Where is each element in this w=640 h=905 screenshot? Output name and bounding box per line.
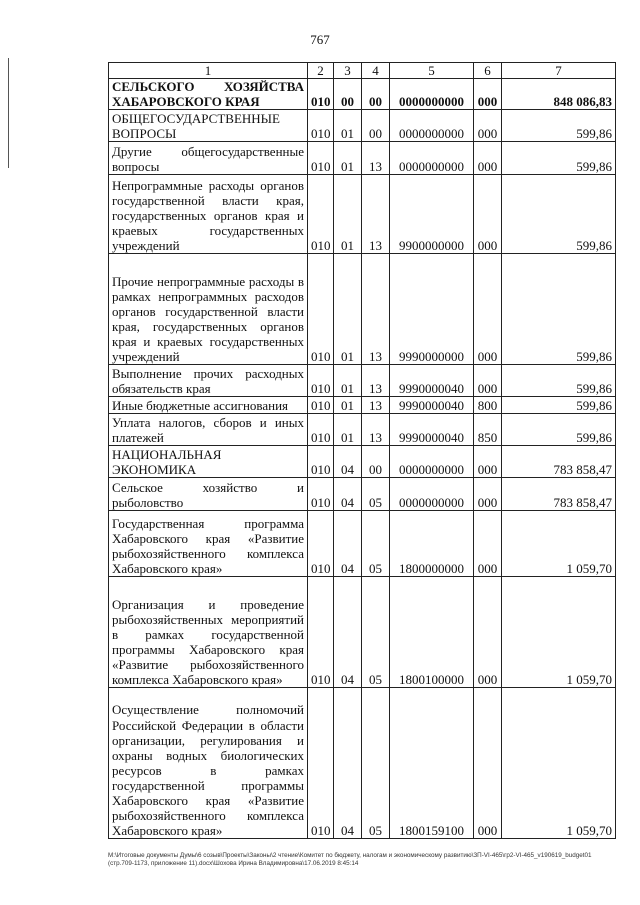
section-cell: 04	[334, 446, 362, 478]
target-article-cell: 0000000000	[390, 110, 474, 142]
table-row	[109, 577, 616, 688]
row-name-cell: СЕЛЬСКОГО ХОЗЯЙСТВА ХАБАРОВСКОГО КРАЯ	[109, 79, 308, 110]
section-cell: 01	[334, 397, 362, 414]
expense-type-cell: 000	[474, 577, 502, 688]
target-article-cell: 0000000000	[390, 478, 474, 511]
amount-cell: 848 086,83	[502, 79, 616, 110]
table-row	[109, 79, 616, 110]
amount-cell: 783 858,47	[502, 446, 616, 478]
column-header: 7	[502, 63, 616, 79]
row-name-cell: ОБЩЕГОСУДАРСТВЕННЫЕ ВОПРОСЫ	[109, 110, 308, 142]
ved-cell: 010	[308, 110, 334, 142]
row-name-cell: Непрограммные расходы органов государственной власти края, государственных органов края и краевых государственных учреждений	[109, 175, 308, 254]
page-number: 767	[310, 32, 330, 47]
amount-cell: 1 059,70	[502, 577, 616, 688]
table-row	[109, 365, 616, 397]
row-name-cell: НАЦИОНАЛЬНАЯ ЭКОНОМИКА	[109, 446, 308, 478]
subsection-cell: 13	[362, 397, 390, 414]
subsection-cell: 00	[362, 79, 390, 110]
subsection-cell: 00	[362, 446, 390, 478]
expense-type-cell: 000	[474, 142, 502, 175]
section-cell: 01	[334, 414, 362, 446]
row-name-cell: Государственная программа Хабаровского края «Развитие рыбохозяйственного комплекса Хабаровского края»	[109, 511, 308, 577]
section-cell: 04	[334, 511, 362, 577]
target-article-cell: 1800000000	[390, 511, 474, 577]
target-article-cell: 9990000040	[390, 397, 474, 414]
table-row	[109, 142, 616, 175]
subsection-cell: 05	[362, 511, 390, 577]
ved-cell: 010	[308, 175, 334, 254]
amount-cell: 1 059,70	[502, 511, 616, 577]
ved-cell: 010	[308, 414, 334, 446]
amount-cell: 599,86	[502, 365, 616, 397]
section-cell: 01	[334, 142, 362, 175]
amount-cell: 599,86	[502, 142, 616, 175]
subsection-cell: 13	[362, 254, 390, 365]
amount-cell: 599,86	[502, 414, 616, 446]
subsection-cell: 13	[362, 365, 390, 397]
column-header: 6	[474, 63, 502, 79]
expense-type-cell: 000	[474, 175, 502, 254]
table-row	[109, 478, 616, 511]
section-cell: 00	[334, 79, 362, 110]
expense-type-cell: 000	[474, 110, 502, 142]
ved-cell: 010	[308, 365, 334, 397]
ved-cell: 010	[308, 397, 334, 414]
section-cell: 04	[334, 478, 362, 511]
expense-type-cell: 000	[474, 365, 502, 397]
section-cell: 01	[334, 365, 362, 397]
target-article-cell: 0000000000	[390, 79, 474, 110]
row-name-cell: Осуществление полномочий Российской Федерации в области организации, регулирования и охраны водных биологических ресурсов в рамках государственной программы Хабаровского края «Развитие рыбохозяйственного комплекса Хабаровского края»	[109, 688, 308, 839]
ved-cell: 010	[308, 478, 334, 511]
subsection-cell: 13	[362, 142, 390, 175]
column-header: 1	[109, 63, 308, 79]
ved-cell: 010	[308, 446, 334, 478]
expense-type-cell: 000	[474, 446, 502, 478]
target-article-cell: 1800100000	[390, 577, 474, 688]
target-article-cell: 9990000000	[390, 254, 474, 365]
column-header: 5	[390, 63, 474, 79]
margin-line	[8, 58, 9, 168]
row-name-cell: Выполнение прочих расходных обязательств края	[109, 365, 308, 397]
column-header: 3	[334, 63, 362, 79]
section-cell: 04	[334, 577, 362, 688]
target-article-cell: 0000000000	[390, 446, 474, 478]
section-cell: 01	[334, 110, 362, 142]
budget-table	[108, 62, 616, 839]
table-row	[109, 688, 616, 839]
column-header: 2	[308, 63, 334, 79]
row-name-cell: Прочие непрограммные расходы в рамках непрограммных расходов органов государственной власти края, государственных органов края и краевых государственных учреждений	[109, 254, 308, 365]
expense-type-cell: 000	[474, 478, 502, 511]
expense-type-cell: 000	[474, 254, 502, 365]
expense-type-cell: 000	[474, 511, 502, 577]
ved-cell: 010	[308, 254, 334, 365]
row-name-cell: Сельское хозяйство и рыболовство	[109, 478, 308, 511]
subsection-cell: 05	[362, 577, 390, 688]
target-article-cell: 9900000000	[390, 175, 474, 254]
document-path-footer: М:\Итоговые документы Думы\6 созыв\Проекты\Законы\2 чтение\Комитет по бюджету, налогам и экономическому развитию\ЗП-VI-465\гр2-VI-465_v190619_budget01 (стр.709-1173, приложение 11).docx\Шохова Ирина Владимировна\17.06.2019 8:45:14	[108, 852, 592, 867]
table-row	[109, 254, 616, 365]
row-name-cell: Иные бюджетные ассигнования	[109, 397, 308, 414]
target-article-cell: 9990000040	[390, 365, 474, 397]
amount-cell: 783 858,47	[502, 478, 616, 511]
target-article-cell: 0000000000	[390, 142, 474, 175]
subsection-cell: 05	[362, 688, 390, 839]
subsection-cell: 13	[362, 414, 390, 446]
row-name-cell: Организация и проведение рыбохозяйственных мероприятий в рамках государственной программы Хабаровского края «Развитие рыбохозяйственного комплекса Хабаровского края»	[109, 577, 308, 688]
ved-cell: 010	[308, 577, 334, 688]
expense-type-cell: 000	[474, 79, 502, 110]
ved-cell: 010	[308, 142, 334, 175]
amount-cell: 599,86	[502, 397, 616, 414]
section-cell: 01	[334, 175, 362, 254]
ved-cell: 010	[308, 511, 334, 577]
amount-cell: 599,86	[502, 175, 616, 254]
table-row	[109, 175, 616, 254]
target-article-cell: 9990000040	[390, 414, 474, 446]
section-cell: 01	[334, 254, 362, 365]
amount-cell: 599,86	[502, 254, 616, 365]
subsection-cell: 05	[362, 478, 390, 511]
row-name-cell: Другие общегосударственные вопросы	[109, 142, 308, 175]
table-row	[109, 397, 616, 414]
target-article-cell: 1800159100	[390, 688, 474, 839]
expense-type-cell: 800	[474, 397, 502, 414]
table-row	[109, 110, 616, 142]
expense-type-cell: 000	[474, 688, 502, 839]
ved-cell: 010	[308, 79, 334, 110]
subsection-cell: 00	[362, 110, 390, 142]
table-header-row	[109, 63, 616, 79]
subsection-cell: 13	[362, 175, 390, 254]
expense-type-cell: 850	[474, 414, 502, 446]
row-name-cell: Уплата налогов, сборов и иных платежей	[109, 414, 308, 446]
table-row	[109, 511, 616, 577]
section-cell: 04	[334, 688, 362, 839]
amount-cell: 599,86	[502, 110, 616, 142]
table-row	[109, 446, 616, 478]
table-row	[109, 414, 616, 446]
column-header: 4	[362, 63, 390, 79]
ved-cell: 010	[308, 688, 334, 839]
amount-cell: 1 059,70	[502, 688, 616, 839]
